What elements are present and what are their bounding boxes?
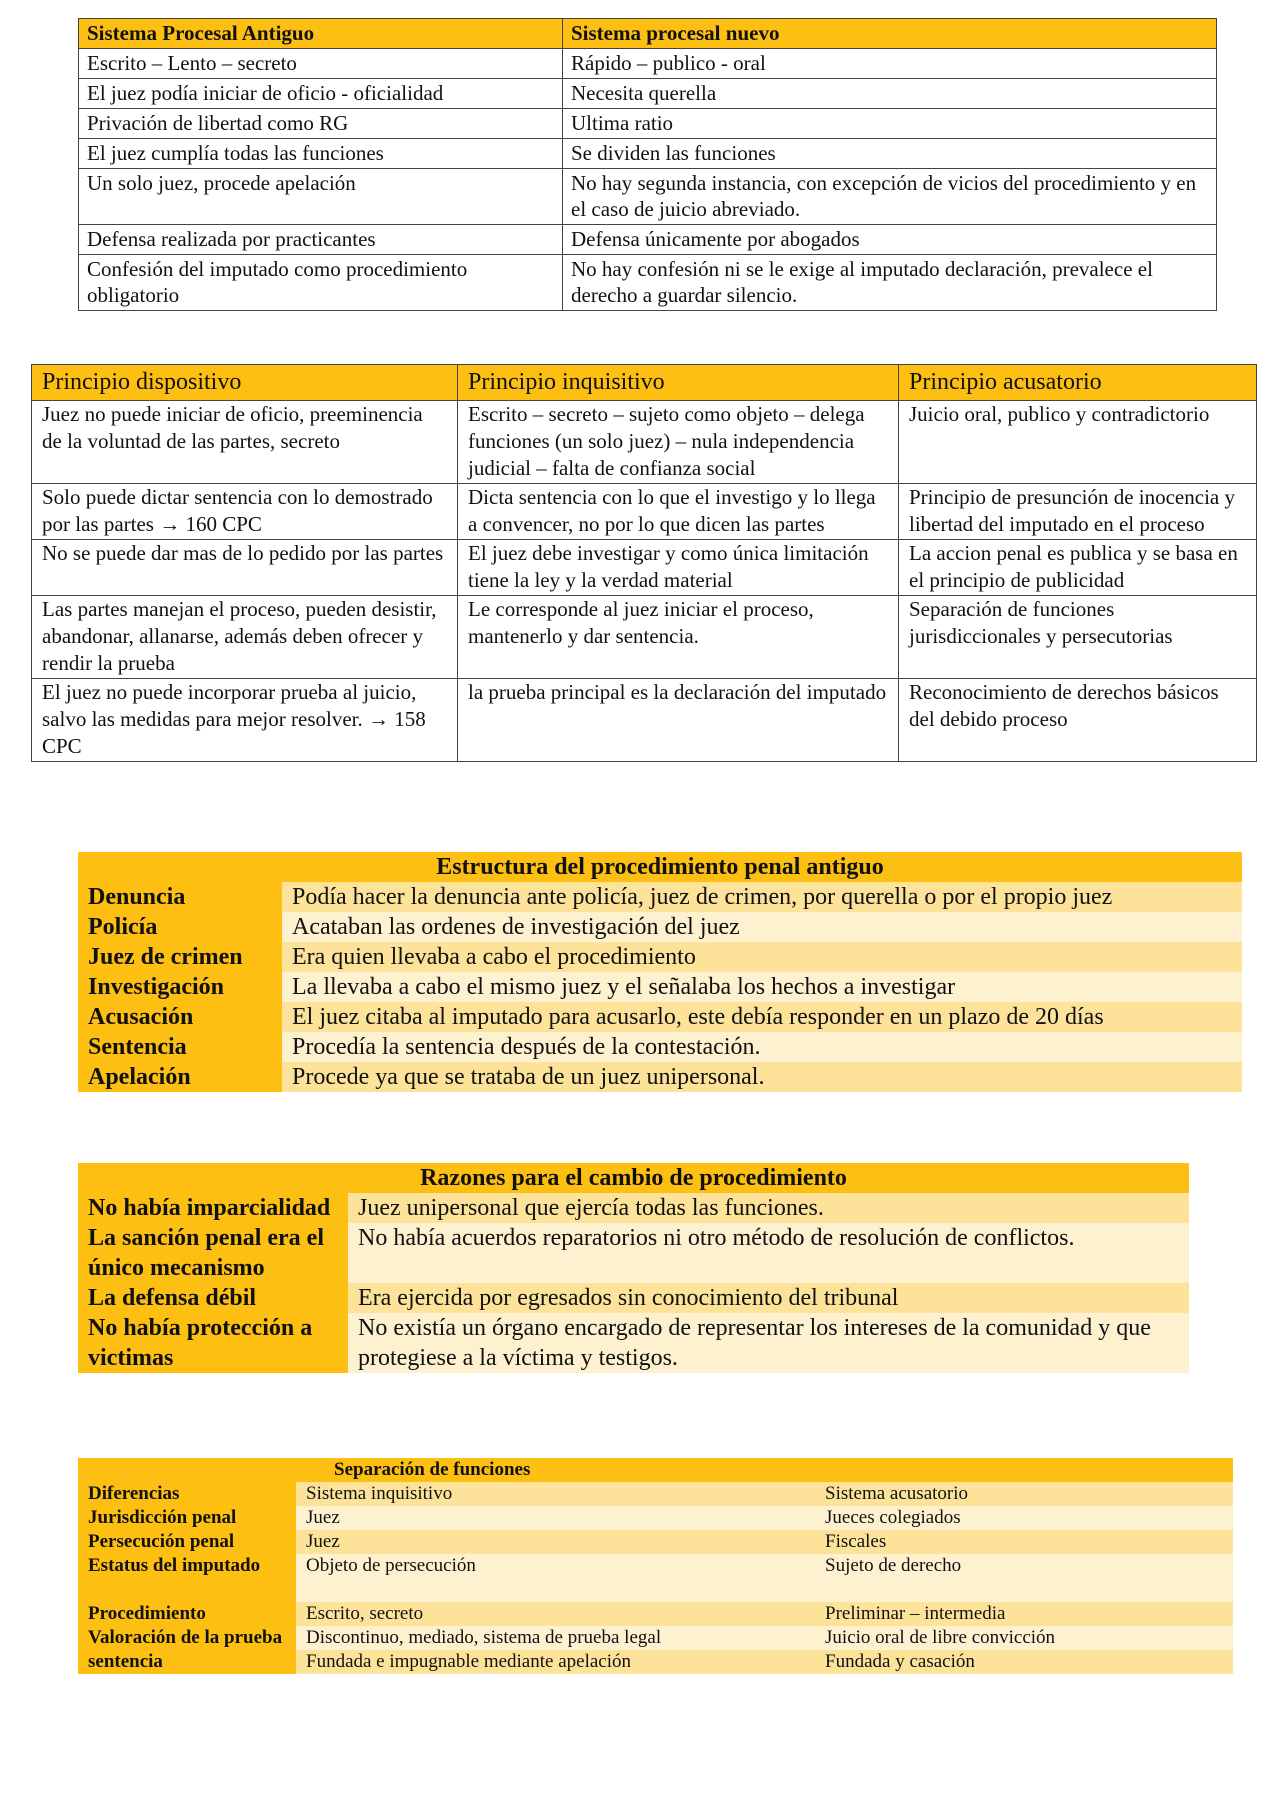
row-label: sentencia: [78, 1650, 296, 1674]
table-cell: Dicta sentencia con lo que el investigo y lo llega a convencer, no por lo que dicen las partes: [458, 484, 899, 540]
table-cell: No había acuerdos reparatorios ni otro método de resolución de conflictos.: [348, 1223, 1189, 1283]
table-row: [78, 1313, 1189, 1373]
table-row: [78, 1223, 1189, 1283]
table-cell: La llevaba a cabo el mismo juez y el señalaba los hechos a investigar: [282, 972, 1242, 1002]
table-cell: Un solo juez, procede apelación: [79, 169, 563, 225]
header-cell: Sistema Procesal Antiguo: [79, 19, 563, 49]
table-row: [32, 484, 1257, 540]
table-cell: Escrito – Lento – secreto: [79, 49, 563, 79]
table-row: [78, 1554, 1233, 1602]
table-cell: Sujeto de derecho: [815, 1554, 1233, 1602]
table-cell: Separación de funciones jurisdiccionales y persecutorias: [899, 596, 1257, 679]
table-row: [32, 596, 1257, 679]
table-title-row: [78, 1458, 1233, 1482]
table-cell: Se dividen las funciones: [563, 139, 1217, 169]
table-title: Estructura del procedimiento penal antiguo: [78, 852, 1242, 882]
table-title-empty: [815, 1458, 1233, 1482]
table-cell: El juez citaba al imputado para acusarlo, este debía responder en un plazo de 20 días: [282, 1002, 1242, 1032]
table-row: [79, 109, 1217, 139]
table-cell: Era quien llevaba a cabo el procedimiento: [282, 942, 1242, 972]
razones-cambio-table: [78, 1163, 1189, 1373]
table-cell: la prueba principal es la declaración del imputado: [458, 679, 899, 762]
table-cell: Ultima ratio: [563, 109, 1217, 139]
table-row: [78, 1506, 1233, 1530]
table-cell: Escrito – secreto – sujeto como objeto – delega funciones (un solo juez) – nula independencia judicial – falta de confianza social: [458, 401, 899, 484]
table-cell: Era ejercida por egresados sin conocimiento del tribunal: [348, 1283, 1189, 1313]
table-cell: El juez no puede incorporar prueba al juicio, salvo las medidas para mejor resolver. → 158 CPC: [32, 679, 458, 762]
table-cell: Juicio oral de libre convicción: [815, 1626, 1233, 1650]
table-cell: Juez unipersonal que ejercía todas las funciones.: [348, 1193, 1189, 1223]
table-row: [78, 1032, 1242, 1062]
row-label: No había imparcialidad: [78, 1193, 348, 1223]
table-cell: No hay segunda instancia, con excepción de vicios del procedimiento y en el caso de juicio abreviado.: [563, 169, 1217, 225]
table-row: [79, 79, 1217, 109]
table-cell: Juez: [296, 1506, 815, 1530]
estructura-procedimiento-table: [78, 852, 1242, 1092]
table-title: Razones para el cambio de procedimiento: [78, 1163, 1189, 1193]
header-cell: Sistema procesal nuevo: [563, 19, 1217, 49]
table-cell: Escrito, secreto: [296, 1602, 815, 1626]
row-label: Apelación: [78, 1062, 282, 1092]
row-label: La defensa débil: [78, 1283, 348, 1313]
table-row: [78, 912, 1242, 942]
table-row: [79, 169, 1217, 225]
table-cell: Fundada y casación: [815, 1650, 1233, 1674]
table-row: [78, 1283, 1189, 1313]
table-cell: Confesión del imputado como procedimiento obligatorio: [79, 255, 563, 311]
table-cell: Procede ya que se trataba de un juez unipersonal.: [282, 1062, 1242, 1092]
table-row: [78, 942, 1242, 972]
table-row: [32, 540, 1257, 596]
table-cell: El juez cumplía todas las funciones: [79, 139, 563, 169]
table-cell: Solo puede dictar sentencia con lo demostrado por las partes → 160 CPC: [32, 484, 458, 540]
row-label: Denuncia: [78, 882, 282, 912]
row-label: Persecución penal: [78, 1530, 296, 1554]
comparison-table-sistemas: [78, 18, 1217, 311]
table-cell: Juez no puede iniciar de oficio, preeminencia de la voluntad de las partes, secreto: [32, 401, 458, 484]
row-label: Investigación: [78, 972, 282, 1002]
table-row: [79, 225, 1217, 255]
table-row: [79, 139, 1217, 169]
table-row: [32, 679, 1257, 762]
table-cell: Rápido – publico - oral: [563, 49, 1217, 79]
table-cell: Fundada e impugnable mediante apelación: [296, 1650, 815, 1674]
row-label: Estatus del imputado: [78, 1554, 296, 1602]
table-title-row: [78, 1163, 1189, 1193]
table-row: [78, 972, 1242, 1002]
table-cell: La accion penal es publica y se basa en el principio de publicidad: [899, 540, 1257, 596]
table-cell: Principio de presunción de inocencia y libertad del imputado en el proceso: [899, 484, 1257, 540]
table-header-row: [79, 19, 1217, 49]
row-label: Jurisdicción penal: [78, 1506, 296, 1530]
table-row: [78, 1626, 1233, 1650]
row-label: Procedimiento: [78, 1602, 296, 1626]
table-cell: Sistema acusatorio: [815, 1482, 1233, 1506]
table-row: [79, 49, 1217, 79]
header-cell: Principio dispositivo: [32, 365, 458, 401]
table-cell: El juez debe investigar y como única limitación tiene la ley y la verdad material: [458, 540, 899, 596]
table-row: [78, 1530, 1233, 1554]
table-cell: Acataban las ordenes de investigación del juez: [282, 912, 1242, 942]
table-row: [78, 882, 1242, 912]
table-cell: No se puede dar mas de lo pedido por las partes: [32, 540, 458, 596]
table-row: [78, 1193, 1189, 1223]
table-cell: El juez podía iniciar de oficio - oficialidad: [79, 79, 563, 109]
table-cell: No existía un órgano encargado de representar los intereses de la comunidad y que protegiese a la víctima y testigos.: [348, 1313, 1189, 1373]
separacion-funciones-table: [78, 1458, 1233, 1674]
table-cell: Preliminar – intermedia: [815, 1602, 1233, 1626]
row-label: Acusación: [78, 1002, 282, 1032]
row-label: No había protección a victimas: [78, 1313, 348, 1373]
table-cell: Fiscales: [815, 1530, 1233, 1554]
principles-table: [31, 364, 1257, 762]
table-cell: Le corresponde al juez iniciar el proceso, mantenerlo y dar sentencia.: [458, 596, 899, 679]
table-cell: Procedía la sentencia después de la contestación.: [282, 1032, 1242, 1062]
table-cell: Sistema inquisitivo: [296, 1482, 815, 1506]
row-label: La sanción penal era el único mecanismo: [78, 1223, 348, 1283]
row-label: Policía: [78, 912, 282, 942]
table-row: [79, 255, 1217, 311]
table-cell: Defensa únicamente por abogados: [563, 225, 1217, 255]
table-cell: Reconocimiento de derechos básicos del debido proceso: [899, 679, 1257, 762]
row-label: Diferencias: [78, 1482, 296, 1506]
table-cell: No hay confesión ni se le exige al imputado declaración, prevalece el derecho a guardar silencio.: [563, 255, 1217, 311]
header-cell: Principio inquisitivo: [458, 365, 899, 401]
table-cell: Las partes manejan el proceso, pueden desistir, abandonar, allanarse, además deben ofrecer y rendir la prueba: [32, 596, 458, 679]
row-label: Sentencia: [78, 1032, 282, 1062]
table-cell: Juicio oral, publico y contradictorio: [899, 401, 1257, 484]
table-header-row: [32, 365, 1257, 401]
row-label: Juez de crimen: [78, 942, 282, 972]
table-row: [78, 1002, 1242, 1032]
table-cell: Objeto de persecución: [296, 1554, 815, 1602]
table-row: [78, 1482, 1233, 1506]
header-cell: Principio acusatorio: [899, 365, 1257, 401]
table-cell: Jueces colegiados: [815, 1506, 1233, 1530]
table-cell: Juez: [296, 1530, 815, 1554]
table-cell: Podía hacer la denuncia ante policía, juez de crimen, por querella o por el propio juez: [282, 882, 1242, 912]
table-title-row: [78, 852, 1242, 882]
table-cell: Privación de libertad como RG: [79, 109, 563, 139]
table-row: [32, 401, 1257, 484]
table-title: Separación de funciones: [78, 1458, 815, 1482]
row-label: Valoración de la prueba: [78, 1626, 296, 1650]
table-row: [78, 1062, 1242, 1092]
table-cell: Defensa realizada por practicantes: [79, 225, 563, 255]
table-row: [78, 1650, 1233, 1674]
table-row: [78, 1602, 1233, 1626]
table-cell: Discontinuo, mediado, sistema de prueba legal: [296, 1626, 815, 1650]
table-cell: Necesita querella: [563, 79, 1217, 109]
